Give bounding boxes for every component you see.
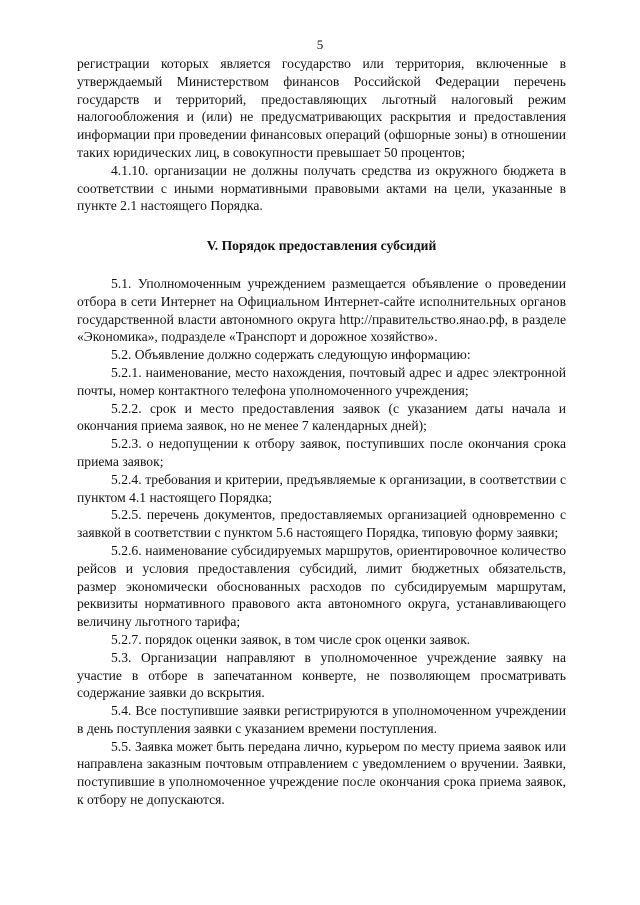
paragraph-5-2-4: 5.2.4. требования и критерии, предъявляемые к организации, в соответствии с пунктом 4.1 настоящего Порядка; [77, 471, 566, 505]
paragraph-continuation: регистрации которых является государство или территория, включенные в утверждаемый Министерством финансов Российской Федерации перечень государств и территорий, предоставляющих льготный налоговый режим налогообложения и (или) не предусматривающих раскрытия и предоставления информации при проведении финансовых операций (офшорные зоны) в отношении таких юридических лиц, в совокупности превышает 50 процентов; [77, 56, 566, 160]
paragraph-5-2-5: 5.2.5. перечень документов, предоставляемых организацией одновременно с заявкой в соответствии с пунктом 5.6 настоящего Порядка, типовую форму заявки; [77, 507, 566, 541]
paragraph-5-3: 5.3. Организации направляют в уполномоченное учреждение заявку на участие в отборе в запечатанном конверте, не позволяющем просматривать содержание заявки до вскрытия. [77, 649, 566, 701]
paragraph-5-2-2: 5.2.2. срок и место предоставления заявок (с указанием даты начала и окончания приема заявок, но не менее 7 календарных дней); [77, 400, 566, 434]
page-number: 5 [316, 37, 324, 52]
paragraph-5-2-6: 5.2.6. наименование субсидируемых маршрутов, ориентировочное количество рейсов и условия предоставления субсидий, лимит бюджетных обязательств, размер экономически обоснованных расходов по субсидируемым маршрутам, реквизиты нормативного правового акта автономного округа, устанавливающего величину льготного тарифа; [77, 542, 566, 630]
paragraph-5-2-1: 5.2.1. наименование, место нахождения, почтовый адрес и адрес электронной почты, номер контактного телефона уполномоченного учреждения; [77, 364, 566, 398]
document-body [77, 55, 566, 809]
paragraph-5-2-3: 5.2.3. о недопущении к отбору заявок, поступивших после окончания срока приема заявок; [77, 436, 566, 469]
paragraph-4-1-10: 4.1.10. организации не должны получать средства из окружного бюджета в соответствии с иными нормативными правовыми актами на цели, указанные в пункте 2.1 настоящего Порядка. [77, 162, 566, 214]
section-title: V. Порядок предоставления субсидий [206, 238, 437, 254]
paragraph-5-2: 5.2. Объявление должно содержать следующую информацию: [111, 347, 471, 363]
paragraph-5-4: 5.4. Все поступившие заявки регистрируются в уполномоченном учреждении в день поступления заявки с указанием времени поступления. [77, 703, 566, 736]
paragraph-5-2-7: 5.2.7. порядок оценки заявок, в том числе срок оценки заявок. [111, 631, 471, 647]
paragraph-5-5: 5.5. Заявка может быть передана лично, курьером по месту приема заявок или направлена заказным почтовым отправлением с уведомлением о вручении. Заявки, поступившие в уполномоченное учреждение после окончания срока приема заявок, к отбору не допускаются. [77, 738, 566, 808]
paragraph-5-1: 5.1. Уполномоченным учреждением размещается объявление о проведении отбора в сети Интернет на Официальном Интернет-сайте исполнительных органов государственной власти автономного округа http://правительство.янао.рф, в разделе «Экономика», подразделе «Транспорт и дорожное хозяйство». [77, 275, 566, 345]
